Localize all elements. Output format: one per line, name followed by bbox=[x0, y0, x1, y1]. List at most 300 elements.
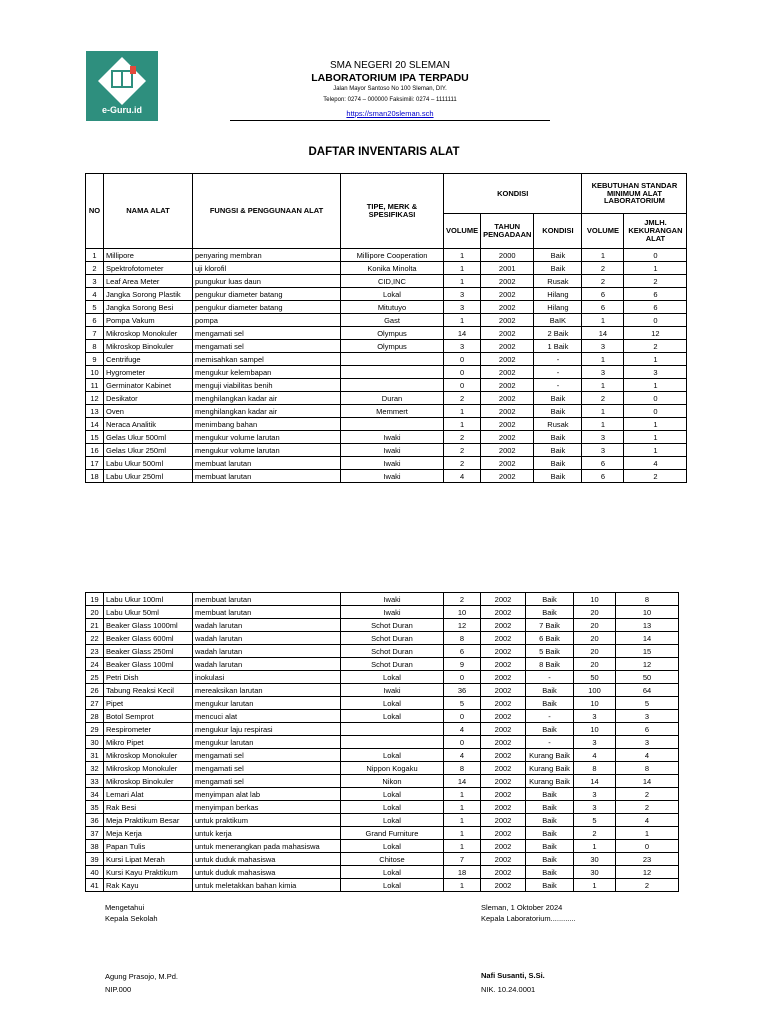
cell-kondisi: Baik bbox=[526, 879, 574, 892]
cell-nama: Rak Besi bbox=[104, 801, 193, 814]
school-logo bbox=[86, 51, 158, 121]
table-row bbox=[86, 619, 679, 632]
cell-no: 19 bbox=[86, 593, 104, 606]
cell-tahun: 2002 bbox=[481, 431, 534, 444]
cell-kekurangan: 4 bbox=[624, 457, 687, 470]
cell-volume: 1 bbox=[444, 405, 481, 418]
cell-volume: 1 bbox=[444, 249, 481, 262]
cell-tipe: Iwaki bbox=[341, 444, 444, 457]
table-row bbox=[86, 470, 687, 483]
cell-nama: Labu Ukur 250ml bbox=[104, 470, 193, 483]
cell-fungsi: menghilangkan kadar air bbox=[193, 405, 341, 418]
cell-nama: Pipet bbox=[104, 697, 193, 710]
cell-volume: 4 bbox=[444, 749, 481, 762]
cell-kekurangan: 1 bbox=[624, 353, 687, 366]
cell-fungsi: untuk kerja bbox=[193, 827, 341, 840]
cell-fungsi: mengamati sel bbox=[193, 749, 341, 762]
cell-volume-std: 10 bbox=[574, 697, 616, 710]
cell-volume: 1 bbox=[444, 788, 481, 801]
cell-kekurangan: 15 bbox=[616, 645, 679, 658]
cell-kekurangan: 10 bbox=[616, 606, 679, 619]
cell-volume-std: 1 bbox=[582, 249, 624, 262]
table-row bbox=[86, 866, 679, 879]
cell-kondisi: Baik bbox=[526, 788, 574, 801]
cell-tipe: Lokal bbox=[341, 788, 444, 801]
cell-fungsi: wadah larutan bbox=[193, 619, 341, 632]
cell-volume-std: 20 bbox=[574, 658, 616, 671]
cell-nama: Desikator bbox=[104, 392, 193, 405]
table-row bbox=[86, 431, 687, 444]
cell-kekurangan: 0 bbox=[624, 392, 687, 405]
cell-kondisi: Rusak bbox=[534, 275, 582, 288]
cell-kondisi: Hilang bbox=[534, 288, 582, 301]
cell-tahun: 2002 bbox=[481, 684, 526, 697]
cell-fungsi: uji klorofil bbox=[193, 262, 341, 275]
cell-fungsi: menguji viabilitas benih bbox=[193, 379, 341, 392]
cell-no: 13 bbox=[86, 405, 104, 418]
cell-volume-std: 20 bbox=[574, 606, 616, 619]
cell-tahun: 2002 bbox=[481, 801, 526, 814]
cell-volume: 10 bbox=[444, 606, 481, 619]
cell-tipe: Duran bbox=[341, 392, 444, 405]
cell-volume: 1 bbox=[444, 879, 481, 892]
cell-tahun: 2002 bbox=[481, 853, 526, 866]
cell-volume: 7 bbox=[444, 853, 481, 866]
table-row bbox=[86, 249, 687, 262]
cell-nama: Labu Ukur 500ml bbox=[104, 457, 193, 470]
table-row bbox=[86, 788, 679, 801]
cell-fungsi: pengukur diameter batang bbox=[193, 301, 341, 314]
cell-volume: 14 bbox=[444, 775, 481, 788]
sig-left-name: Agung Prasojo, M.Pd. bbox=[105, 972, 178, 981]
table-row bbox=[86, 405, 687, 418]
table-row bbox=[86, 314, 687, 327]
cell-tahun: 2002 bbox=[481, 340, 534, 353]
cell-volume-std: 10 bbox=[574, 593, 616, 606]
cell-kondisi: Baik bbox=[526, 840, 574, 853]
table-row bbox=[86, 288, 687, 301]
cell-volume: 1 bbox=[444, 314, 481, 327]
table-row bbox=[86, 827, 679, 840]
cell-nama: Lemari Alat bbox=[104, 788, 193, 801]
cell-kekurangan: 8 bbox=[616, 762, 679, 775]
cell-no: 5 bbox=[86, 301, 104, 314]
cell-nama: Spektrofotometer bbox=[104, 262, 193, 275]
cell-volume: 6 bbox=[444, 645, 481, 658]
table-row bbox=[86, 379, 687, 392]
cell-tahun: 2002 bbox=[481, 671, 526, 684]
col-volume2: VOLUME bbox=[582, 214, 624, 249]
cell-volume-std: 4 bbox=[574, 749, 616, 762]
cell-nama: Petri Dish bbox=[104, 671, 193, 684]
cell-tahun: 2002 bbox=[481, 645, 526, 658]
table-row bbox=[86, 658, 679, 671]
cell-volume: 5 bbox=[444, 697, 481, 710]
cell-nama: Mikroskop Monokuler bbox=[104, 762, 193, 775]
cell-kekurangan: 2 bbox=[624, 275, 687, 288]
cell-tahun: 2002 bbox=[481, 710, 526, 723]
cell-kekurangan: 2 bbox=[616, 801, 679, 814]
cell-kekurangan: 12 bbox=[616, 658, 679, 671]
cell-volume-std: 1 bbox=[582, 405, 624, 418]
cell-tahun: 2002 bbox=[481, 379, 534, 392]
cell-nama: Tabung Reaksi Kecil bbox=[104, 684, 193, 697]
cell-kondisi: Baik bbox=[534, 249, 582, 262]
cell-kondisi: - bbox=[534, 366, 582, 379]
col-kondisi-group: KONDISI bbox=[444, 174, 582, 214]
cell-volume: 18 bbox=[444, 866, 481, 879]
cell-nama: Respirometer bbox=[104, 723, 193, 736]
cell-volume-std: 1 bbox=[582, 379, 624, 392]
cell-volume: 1 bbox=[444, 827, 481, 840]
cell-volume-std: 1 bbox=[582, 418, 624, 431]
cell-tipe bbox=[341, 353, 444, 366]
cell-kondisi: Baik bbox=[534, 392, 582, 405]
cell-volume-std: 1 bbox=[582, 353, 624, 366]
cell-nama: Centrifuge bbox=[104, 353, 193, 366]
cell-volume: 2 bbox=[444, 392, 481, 405]
cell-tahun: 2001 bbox=[481, 262, 534, 275]
cell-volume: 2 bbox=[444, 593, 481, 606]
col-nama: NAMA ALAT bbox=[104, 174, 193, 249]
cell-no: 2 bbox=[86, 262, 104, 275]
cell-tipe: Iwaki bbox=[341, 457, 444, 470]
cell-no: 21 bbox=[86, 619, 104, 632]
cell-kondisi: 5 Baik bbox=[526, 645, 574, 658]
cell-volume: 9 bbox=[444, 658, 481, 671]
cell-volume-std: 10 bbox=[574, 723, 616, 736]
cell-nama: Meja Praktikum Besar bbox=[104, 814, 193, 827]
cell-kekurangan: 23 bbox=[616, 853, 679, 866]
cell-volume: 8 bbox=[444, 632, 481, 645]
cell-tipe: CID,INC bbox=[341, 275, 444, 288]
cell-no: 22 bbox=[86, 632, 104, 645]
cell-kondisi: Baik bbox=[534, 431, 582, 444]
cell-tipe: Iwaki bbox=[341, 606, 444, 619]
cell-nama: Oven bbox=[104, 405, 193, 418]
table-row bbox=[86, 340, 687, 353]
cell-volume-std: 1 bbox=[582, 314, 624, 327]
cell-kekurangan: 1 bbox=[624, 262, 687, 275]
cell-tipe: Millipore Cooperation bbox=[341, 249, 444, 262]
cell-no: 10 bbox=[86, 366, 104, 379]
cell-tahun: 2002 bbox=[481, 366, 534, 379]
cell-volume: 14 bbox=[444, 327, 481, 340]
cell-tahun: 2002 bbox=[481, 405, 534, 418]
cell-nama: Jangka Sorong Besi bbox=[104, 301, 193, 314]
cell-nama: Jangka Sorong Plastik bbox=[104, 288, 193, 301]
cell-no: 31 bbox=[86, 749, 104, 762]
cell-kekurangan: 14 bbox=[616, 775, 679, 788]
cell-no: 37 bbox=[86, 827, 104, 840]
table-row bbox=[86, 275, 687, 288]
cell-tipe: Memmert bbox=[341, 405, 444, 418]
cell-no: 24 bbox=[86, 658, 104, 671]
inventory-body bbox=[86, 249, 687, 483]
cell-volume: 0 bbox=[444, 710, 481, 723]
cell-kekurangan: 4 bbox=[616, 814, 679, 827]
cell-tipe: Iwaki bbox=[341, 593, 444, 606]
cell-volume-std: 3 bbox=[582, 444, 624, 457]
cell-fungsi: menghilangkan kadar air bbox=[193, 392, 341, 405]
cell-kekurangan: 0 bbox=[624, 249, 687, 262]
cell-volume: 1 bbox=[444, 262, 481, 275]
cell-fungsi: wadah larutan bbox=[193, 658, 341, 671]
cell-fungsi: mengukur volume larutan bbox=[193, 431, 341, 444]
cell-fungsi: mengamati sel bbox=[193, 340, 341, 353]
cell-volume-std: 100 bbox=[574, 684, 616, 697]
cell-volume-std: 30 bbox=[574, 866, 616, 879]
cell-kekurangan: 1 bbox=[616, 827, 679, 840]
table-row bbox=[86, 697, 679, 710]
cell-tipe: Lokal bbox=[341, 814, 444, 827]
cell-fungsi: mengukur kelembapan bbox=[193, 366, 341, 379]
cell-kondisi: - bbox=[534, 353, 582, 366]
sig-right-2: Kepala Laboratorium............ bbox=[481, 914, 576, 923]
cell-kondisi: Kurang Baik bbox=[526, 775, 574, 788]
cell-tahun: 2002 bbox=[481, 444, 534, 457]
cell-no: 20 bbox=[86, 606, 104, 619]
cell-tahun: 2002 bbox=[481, 457, 534, 470]
cell-volume-std: 2 bbox=[582, 275, 624, 288]
cell-tahun: 2002 bbox=[481, 606, 526, 619]
cell-kondisi: 8 Baik bbox=[526, 658, 574, 671]
cell-fungsi: inokulasi bbox=[193, 671, 341, 684]
website-link[interactable]: https://sman20sleman.sch bbox=[346, 109, 434, 118]
cell-tahun: 2002 bbox=[481, 301, 534, 314]
table-row bbox=[86, 775, 679, 788]
cell-tahun: 2002 bbox=[481, 619, 526, 632]
cell-volume: 3 bbox=[444, 301, 481, 314]
cell-fungsi: membuat larutan bbox=[193, 457, 341, 470]
cell-volume-std: 3 bbox=[582, 340, 624, 353]
cell-no: 14 bbox=[86, 418, 104, 431]
cell-fungsi: menimbang bahan bbox=[193, 418, 341, 431]
cell-volume: 1 bbox=[444, 814, 481, 827]
cell-no: 17 bbox=[86, 457, 104, 470]
table-row bbox=[86, 457, 687, 470]
cell-volume-std: 3 bbox=[574, 710, 616, 723]
cell-no: 33 bbox=[86, 775, 104, 788]
cell-tipe: Lokal bbox=[341, 879, 444, 892]
cell-no: 7 bbox=[86, 327, 104, 340]
cell-kondisi: Baik bbox=[526, 723, 574, 736]
cell-kondisi: Baik bbox=[526, 866, 574, 879]
cell-no: 27 bbox=[86, 697, 104, 710]
cell-nama: Gelas Ukur 500ml bbox=[104, 431, 193, 444]
table-row bbox=[86, 301, 687, 314]
cell-fungsi: mengamati sel bbox=[193, 327, 341, 340]
cell-kekurangan: 3 bbox=[624, 366, 687, 379]
cell-nama: Mikroskop Binokuler bbox=[104, 340, 193, 353]
cell-no: 40 bbox=[86, 866, 104, 879]
cell-volume: 0 bbox=[444, 379, 481, 392]
table-row bbox=[86, 749, 679, 762]
cell-tipe bbox=[341, 723, 444, 736]
cell-kekurangan: 6 bbox=[624, 288, 687, 301]
cell-fungsi: untuk praktikum bbox=[193, 814, 341, 827]
cell-kondisi: - bbox=[526, 671, 574, 684]
cell-no: 29 bbox=[86, 723, 104, 736]
cell-tahun: 2002 bbox=[481, 814, 526, 827]
cell-tipe: Iwaki bbox=[341, 684, 444, 697]
cell-kondisi: Baik bbox=[526, 814, 574, 827]
cell-tahun: 2002 bbox=[481, 788, 526, 801]
table-row bbox=[86, 723, 679, 736]
cell-volume-std: 30 bbox=[574, 853, 616, 866]
cell-nama: Beaker Glass 100ml bbox=[104, 658, 193, 671]
lab-name: LABORATORIUM IPA TERPADU bbox=[311, 72, 469, 84]
cell-no: 28 bbox=[86, 710, 104, 723]
cell-tahun: 2002 bbox=[481, 353, 534, 366]
cell-no: 34 bbox=[86, 788, 104, 801]
phone: Telepon: 0274 – 000000 Faksimili: 0274 – 1111111 bbox=[323, 97, 457, 103]
cell-tipe: Olympus bbox=[341, 327, 444, 340]
cell-kondisi: Baik bbox=[526, 853, 574, 866]
cell-fungsi: membuat larutan bbox=[193, 470, 341, 483]
cell-nama: Labu Ukur 100ml bbox=[104, 593, 193, 606]
cell-volume-std: 3 bbox=[574, 736, 616, 749]
cell-tahun: 2002 bbox=[481, 736, 526, 749]
cell-fungsi: mencuci alat bbox=[193, 710, 341, 723]
cell-kondisi: Baik bbox=[534, 457, 582, 470]
cell-nama: Papan Tulis bbox=[104, 840, 193, 853]
cell-tipe: Konika Minolta bbox=[341, 262, 444, 275]
cell-kekurangan: 6 bbox=[624, 301, 687, 314]
cell-tipe bbox=[341, 736, 444, 749]
cell-no: 12 bbox=[86, 392, 104, 405]
cell-fungsi: mereaksikan larutan bbox=[193, 684, 341, 697]
cell-no: 6 bbox=[86, 314, 104, 327]
cell-no: 26 bbox=[86, 684, 104, 697]
cell-volume-std: 6 bbox=[582, 457, 624, 470]
cell-volume: 1 bbox=[444, 840, 481, 853]
cell-kondisi: Kurang Baik bbox=[526, 749, 574, 762]
cell-kondisi: Baik bbox=[534, 405, 582, 418]
cell-nama: Mikroskop Binokuler bbox=[104, 775, 193, 788]
cell-tahun: 2002 bbox=[481, 827, 526, 840]
cell-tipe: Nikon bbox=[341, 775, 444, 788]
cell-kondisi: - bbox=[534, 379, 582, 392]
cell-fungsi: untuk meletakkan bahan kimia bbox=[193, 879, 341, 892]
cell-no: 16 bbox=[86, 444, 104, 457]
cell-no: 3 bbox=[86, 275, 104, 288]
cell-kondisi: - bbox=[526, 736, 574, 749]
school-name: SMA NEGERI 20 SLEMAN bbox=[329, 60, 451, 71]
table-row bbox=[86, 762, 679, 775]
cell-nama: Mikro Pipet bbox=[104, 736, 193, 749]
cell-tipe: Lokal bbox=[341, 697, 444, 710]
cell-tahun: 2002 bbox=[481, 775, 526, 788]
cell-no: 11 bbox=[86, 379, 104, 392]
cell-tahun: 2002 bbox=[481, 418, 534, 431]
cell-tahun: 2002 bbox=[481, 314, 534, 327]
cell-tipe: Grand Furniture bbox=[341, 827, 444, 840]
cell-no: 38 bbox=[86, 840, 104, 853]
cell-tipe: Lokal bbox=[341, 288, 444, 301]
table-row bbox=[86, 606, 679, 619]
cell-tipe bbox=[341, 366, 444, 379]
cell-tahun: 2002 bbox=[481, 658, 526, 671]
cell-fungsi: mengukur laju respirasi bbox=[193, 723, 341, 736]
cell-volume-std: 8 bbox=[574, 762, 616, 775]
cell-tipe: Lokal bbox=[341, 749, 444, 762]
cell-fungsi: pungukur luas daun bbox=[193, 275, 341, 288]
cell-tipe: Lokal bbox=[341, 710, 444, 723]
sig-right-nik: NIK. 10.24.0001 bbox=[481, 985, 536, 994]
cell-kekurangan: 0 bbox=[616, 840, 679, 853]
cell-fungsi: mengamati sel bbox=[193, 762, 341, 775]
cell-volume: 4 bbox=[444, 723, 481, 736]
cell-fungsi: untuk menerangkan pada mahasiswa bbox=[193, 840, 341, 853]
table-row bbox=[86, 418, 687, 431]
table-row bbox=[86, 645, 679, 658]
cell-kekurangan: 14 bbox=[616, 632, 679, 645]
table-row bbox=[86, 444, 687, 457]
cell-nama: Leaf Area Meter bbox=[104, 275, 193, 288]
cell-volume: 3 bbox=[444, 340, 481, 353]
cell-kekurangan: 5 bbox=[616, 697, 679, 710]
cell-fungsi: pompa bbox=[193, 314, 341, 327]
cell-volume-std: 3 bbox=[582, 366, 624, 379]
col-volume: VOLUME bbox=[444, 214, 481, 249]
cell-kondisi: Baik bbox=[526, 827, 574, 840]
table-row bbox=[86, 262, 687, 275]
cell-volume-std: 14 bbox=[574, 775, 616, 788]
cell-nama: Gelas Ukur 250ml bbox=[104, 444, 193, 457]
cell-kondisi: - bbox=[526, 710, 574, 723]
cell-volume: 12 bbox=[444, 619, 481, 632]
cell-kekurangan: 2 bbox=[624, 470, 687, 483]
cell-nama: Beaker Glass 600ml bbox=[104, 632, 193, 645]
cell-kekurangan: 2 bbox=[624, 340, 687, 353]
cell-kekurangan: 0 bbox=[624, 405, 687, 418]
cell-tipe: Lokal bbox=[341, 671, 444, 684]
cell-tipe: Nippon Kogaku bbox=[341, 762, 444, 775]
cell-kekurangan: 1 bbox=[624, 444, 687, 457]
cell-volume-std: 5 bbox=[574, 814, 616, 827]
cell-fungsi: memisahkan sampel bbox=[193, 353, 341, 366]
cell-kekurangan: 6 bbox=[616, 723, 679, 736]
cell-volume: 0 bbox=[444, 671, 481, 684]
cell-tahun: 2002 bbox=[481, 327, 534, 340]
cell-no: 23 bbox=[86, 645, 104, 658]
cell-fungsi: untuk duduk mahasiswa bbox=[193, 853, 341, 866]
cell-kondisi: Baik bbox=[534, 444, 582, 457]
cell-no: 25 bbox=[86, 671, 104, 684]
cell-kekurangan: 3 bbox=[616, 710, 679, 723]
col-standar-group: KEBUTUHAN STANDAR MINIMUM ALAT LABORATORIUM bbox=[582, 174, 687, 214]
cell-tipe: Gast bbox=[341, 314, 444, 327]
cell-no: 4 bbox=[86, 288, 104, 301]
cell-volume-std: 2 bbox=[574, 827, 616, 840]
cell-fungsi: wadah larutan bbox=[193, 632, 341, 645]
cell-no: 1 bbox=[86, 249, 104, 262]
cell-kekurangan: 2 bbox=[616, 879, 679, 892]
cell-no: 32 bbox=[86, 762, 104, 775]
cell-volume-std: 1 bbox=[574, 879, 616, 892]
cell-tipe bbox=[341, 418, 444, 431]
cell-fungsi: mengukur larutan bbox=[193, 697, 341, 710]
inventory-table-continued bbox=[85, 592, 679, 892]
cell-tipe: Schot Duran bbox=[341, 645, 444, 658]
sig-left-1: Mengetahui bbox=[105, 903, 145, 912]
cell-nama: Kursi Kayu Praktikum bbox=[104, 866, 193, 879]
table-row bbox=[86, 392, 687, 405]
cell-nama: Kursi Lipat Merah bbox=[104, 853, 193, 866]
cell-tahun: 2002 bbox=[481, 275, 534, 288]
inventory-table bbox=[85, 173, 687, 483]
